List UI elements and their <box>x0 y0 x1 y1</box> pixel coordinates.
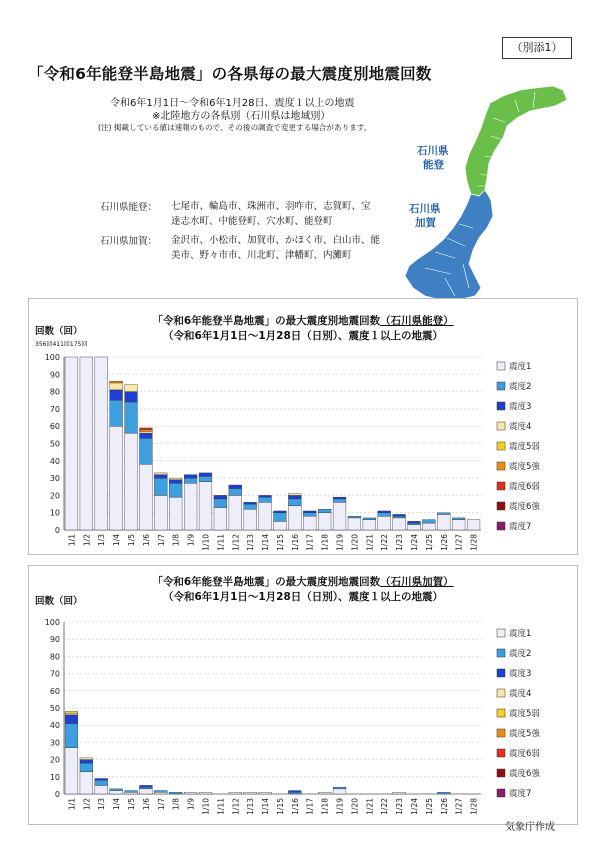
bar-segment-i2 <box>80 763 93 772</box>
legend-swatch-i6l <box>497 482 505 490</box>
legend-swatch-i7 <box>497 789 505 797</box>
bar-segment-i2 <box>229 488 242 495</box>
bar-segment-i1 <box>80 772 93 794</box>
x-tick-label: 1/7 <box>156 534 166 547</box>
y-tick-label: 30 <box>49 474 60 484</box>
bar-segment-i3 <box>199 473 212 476</box>
x-tick-label: 1/16 <box>290 798 300 815</box>
bar-segment-i3 <box>393 514 406 516</box>
legend-label-i5u: 震度5強 <box>509 462 540 472</box>
legend-label-i6l: 震度6弱 <box>509 749 540 759</box>
bar-segment-i1 <box>95 357 108 530</box>
x-tick-label: 1/22 <box>380 534 390 551</box>
bar-segment-i2 <box>288 792 301 794</box>
bar-segment-i4 <box>288 494 301 496</box>
bar-segment-i2 <box>140 787 153 789</box>
y-tick-label: 90 <box>49 635 60 645</box>
bar-segment-i1 <box>80 357 93 530</box>
legend-swatch-i2 <box>497 649 505 657</box>
legend-label-i2: 震度2 <box>509 382 532 392</box>
bar-segment-i3 <box>184 475 197 478</box>
legend-swatch-i7 <box>497 522 505 530</box>
y-tick-label: 80 <box>49 652 60 662</box>
y-tick-label: 60 <box>49 686 60 696</box>
bar-segment-i2 <box>154 791 167 793</box>
bar-segment-i3 <box>229 485 242 488</box>
y-tick-label: 10 <box>49 508 60 518</box>
x-tick-label: 1/27 <box>454 534 464 551</box>
chart-subtitle-kaga: （令和6年1月1日～1月28日（日別）、震度１以上の地震） <box>162 591 444 603</box>
x-tick-label: 1/17 <box>305 798 315 815</box>
y-tick-label: 30 <box>49 738 60 748</box>
bar-segment-i2 <box>169 792 182 794</box>
bar-segment-i1 <box>229 495 242 530</box>
bar-segment-i1 <box>408 525 421 530</box>
x-tick-label: 1/20 <box>350 534 360 551</box>
bar-segment-i1 <box>110 426 123 530</box>
chart-ylabel-kaga: 回数（回） <box>35 596 83 607</box>
bar-segment-i1 <box>95 785 108 794</box>
bar-segment-i3 <box>169 480 182 483</box>
legend-label-i7: 震度7 <box>509 789 532 799</box>
bar-segment-i1 <box>318 513 331 530</box>
bar-segment-i3 <box>274 511 287 513</box>
legend-swatch-i5l <box>497 709 505 717</box>
bar-segment-i1 <box>467 520 480 530</box>
region-noto-municipalities: 七尾市、輪島市、珠洲市、羽咋市、志賀町、宝達志水町、中能登町、穴水町、能登町 <box>171 201 371 227</box>
legend-label-i3: 震度3 <box>509 402 532 412</box>
x-tick-label: 1/4 <box>112 534 122 547</box>
x-tick-label: 1/24 <box>409 534 419 551</box>
legend-label-i5u: 震度5強 <box>509 729 540 739</box>
legend-label-i6u: 震度6強 <box>509 769 540 779</box>
bar-segment-i2 <box>393 516 406 518</box>
y-tick-label: 60 <box>49 422 60 432</box>
bar-segment-i1 <box>274 521 287 530</box>
chart-kaga <box>29 566 577 824</box>
bar-segment-i2 <box>452 518 465 520</box>
x-tick-label: 1/2 <box>82 534 92 547</box>
chart-region-noto: （石川県能登） <box>380 315 454 327</box>
bar-segment-i2 <box>437 513 450 515</box>
x-tick-label: 1/19 <box>335 798 345 815</box>
chart-noto <box>29 299 577 554</box>
x-tick-label: 1/5 <box>127 534 137 547</box>
x-tick-label: 1/25 <box>424 534 434 551</box>
bar-segment-i3 <box>140 433 153 438</box>
bar-segment-i1 <box>393 792 406 794</box>
bar-segment-i1 <box>244 509 257 530</box>
bar-segment-i5l <box>65 711 78 713</box>
legend-swatch-i5u <box>497 729 505 737</box>
bar-segment-i1 <box>169 497 182 530</box>
legend-label-i1: 震度1 <box>509 362 532 372</box>
bar-segment-i1 <box>65 748 78 794</box>
bar-segment-i4 <box>80 758 93 760</box>
bar-segment-i1 <box>184 483 197 530</box>
bar-segment-i1 <box>110 791 123 794</box>
bar-segment-i1 <box>303 516 316 530</box>
legend-swatch-i6l <box>497 749 505 757</box>
x-tick-label: 1/14 <box>261 798 271 815</box>
bar-segment-i1 <box>125 792 138 794</box>
x-tick-label: 1/15 <box>275 798 285 815</box>
x-tick-label: 1/8 <box>171 798 181 811</box>
region-kaga-municipalities: 金沢市、小松市、加賀市、かほく市、白山市、能美市、野々市市、川北町、津幡町、内灘町 <box>171 235 381 261</box>
ishikawa-map <box>395 78 585 308</box>
legend-swatch-i6u <box>497 502 505 510</box>
bar-segment-i5u <box>140 430 153 432</box>
bar-segment-i1 <box>378 516 391 530</box>
legend-swatch-i4 <box>497 422 505 430</box>
bar-segment-i3 <box>408 521 421 523</box>
bar-segment-i2 <box>422 520 435 523</box>
x-tick-label: 1/11 <box>216 534 226 551</box>
x-tick-label: 1/18 <box>320 534 330 551</box>
y-tick-label: 20 <box>49 755 60 765</box>
map-noto-label-1: 石川県 <box>417 145 449 157</box>
bar-segment-i4 <box>65 713 78 715</box>
x-tick-label: 1/4 <box>112 798 122 811</box>
x-tick-label: 1/1 <box>67 534 77 547</box>
bar-segment-i4 <box>154 473 167 475</box>
bar-segment-i2 <box>140 438 153 464</box>
bar-segment-i3 <box>125 392 138 402</box>
bar-segment-i2 <box>259 497 272 502</box>
bar-segment-i2 <box>378 513 391 516</box>
legend-swatch-i5l <box>497 442 505 450</box>
x-tick-label: 1/26 <box>439 798 449 815</box>
bar-segment-i1 <box>259 792 272 794</box>
bar-segment-i2 <box>110 789 123 791</box>
y-tick-label: 100 <box>44 353 60 362</box>
subtitle-regions: ※北陸地方の各県別（石川県は地域別） <box>152 111 331 122</box>
bar-segment-i2 <box>154 478 167 495</box>
bar-segment-i1 <box>363 520 376 530</box>
bar-segment-i4 <box>169 478 182 480</box>
x-tick-label: 1/5 <box>127 798 137 811</box>
legend-label-i6l: 震度6弱 <box>509 482 540 492</box>
y-tick-label: 70 <box>49 404 60 414</box>
bar-segment-i1 <box>422 523 435 530</box>
bar-segment-i2 <box>65 723 78 747</box>
y-tick-label: 80 <box>49 387 60 397</box>
bar-segment-i1 <box>65 357 78 530</box>
disclaimer-note: (注) 掲載している値は速報のもので、その後の調査で変更する場合があります。 <box>98 123 372 132</box>
bar-segment-i1 <box>140 789 153 794</box>
x-tick-label: 1/9 <box>186 798 196 811</box>
chart-title-noto: 「令和6年能登半島地震」の最大震度別地震回数（石川県能登） <box>152 315 454 327</box>
x-tick-label: 1/12 <box>231 798 241 815</box>
bar-segment-i1 <box>184 792 197 794</box>
legend-swatch-i3 <box>497 669 505 677</box>
bar-segment-i1 <box>140 464 153 530</box>
x-tick-label: 1/3 <box>97 798 107 811</box>
bar-segment-i1 <box>333 789 346 794</box>
map-kaga-label-2: 加賀 <box>415 217 436 229</box>
bar-segment-i2 <box>274 513 287 522</box>
bar-segment-i1 <box>154 792 167 794</box>
x-tick-label: 1/25 <box>424 798 434 815</box>
bar-segment-i2 <box>408 523 421 525</box>
bar-segment-i1 <box>229 792 242 794</box>
x-tick-label: 1/11 <box>216 798 226 815</box>
x-tick-label: 1/22 <box>380 798 390 815</box>
x-tick-label: 1/20 <box>350 798 360 815</box>
bar-segment-i4 <box>110 383 123 390</box>
bar-segment-i3 <box>303 511 316 513</box>
y-tick-label: 50 <box>49 439 60 449</box>
x-tick-label: 1/23 <box>395 534 405 551</box>
bar-segment-i2 <box>184 478 197 483</box>
legend-swatch-i2 <box>497 382 505 390</box>
x-tick-label: 1/27 <box>454 798 464 815</box>
chart-overflow-note: 356回411回175回 <box>35 341 88 348</box>
bar-segment-i2 <box>95 780 108 785</box>
x-tick-label: 1/21 <box>365 798 375 815</box>
page-title: 「令和6年能登半島地震」の各県毎の最大震度別地震回数 <box>28 65 432 83</box>
bar-segment-i4 <box>140 431 153 433</box>
chart-panel-kaga <box>28 565 578 825</box>
bar-segment-i3 <box>154 475 167 478</box>
bar-segment-i2 <box>169 483 182 497</box>
legend-swatch-i5u <box>497 462 505 470</box>
y-tick-label: 100 <box>44 618 60 627</box>
y-tick-label: 40 <box>49 721 60 731</box>
chart-title-kaga: 「令和6年能登半島地震」の最大震度別地震回数（石川県加賀） <box>152 576 454 588</box>
x-tick-label: 1/1 <box>67 798 77 811</box>
x-tick-label: 1/14 <box>261 534 271 551</box>
bar-segment-i1 <box>259 502 272 530</box>
chart-region-kaga: （石川県加賀） <box>380 576 454 588</box>
bar-segment-i1 <box>437 514 450 530</box>
y-tick-label: 90 <box>49 370 60 380</box>
x-tick-label: 1/10 <box>201 798 211 815</box>
x-tick-label: 1/15 <box>275 534 285 551</box>
attachment-label: （別添1） <box>502 37 572 59</box>
chart-panel-noto <box>28 298 578 555</box>
bar-segment-i1 <box>452 520 465 530</box>
legend-swatch-i1 <box>497 629 505 637</box>
x-tick-label: 1/3 <box>97 534 107 547</box>
legend-label-i1: 震度1 <box>509 629 532 639</box>
bar-segment-i3 <box>259 495 272 497</box>
bar-segment-i6l <box>140 428 153 430</box>
bar-segment-i2 <box>333 499 346 502</box>
bar-segment-i1 <box>199 792 212 794</box>
chart-ylabel-noto: 回数（回） <box>35 326 83 337</box>
x-tick-label: 1/13 <box>246 534 256 551</box>
credit-jma: 気象庁作成 <box>505 822 555 833</box>
bar-segment-i2 <box>318 509 331 512</box>
x-tick-label: 1/13 <box>246 798 256 815</box>
bar-segment-i1 <box>393 518 406 530</box>
bar-segment-i1 <box>199 482 212 530</box>
legend-label-i5l: 震度5弱 <box>509 709 540 719</box>
x-tick-label: 1/12 <box>231 534 241 551</box>
bar-segment-i3 <box>214 495 227 498</box>
legend-swatch-i6u <box>497 769 505 777</box>
bar-segment-i2 <box>437 792 450 794</box>
bar-segment-i2 <box>303 513 316 516</box>
bar-segment-i1 <box>318 792 331 794</box>
subtitle-period: 令和6年1月1日～令和6年1月28日、震度１以上の地震 <box>110 98 355 109</box>
legend-label-i4: 震度4 <box>509 689 532 699</box>
bar-segment-i1 <box>333 502 346 530</box>
x-tick-label: 1/26 <box>439 534 449 551</box>
y-tick-label: 70 <box>49 669 60 679</box>
y-tick-label: 0 <box>54 526 60 535</box>
bar-segment-i1 <box>125 433 138 530</box>
legend-swatch-i3 <box>497 402 505 410</box>
bar-segment-i1 <box>214 508 227 530</box>
bar-segment-i2 <box>288 499 301 506</box>
bar-segment-i1 <box>244 792 257 794</box>
bar-segment-i3 <box>65 715 78 724</box>
bar-segment-i3 <box>288 791 301 793</box>
bar-segment-i3 <box>333 497 346 499</box>
bar-segment-i3 <box>378 511 391 513</box>
x-tick-label: 1/9 <box>186 534 196 547</box>
bar-segment-i2 <box>214 499 227 508</box>
x-tick-label: 1/18 <box>320 798 330 815</box>
x-tick-label: 1/6 <box>141 798 151 811</box>
chart-subtitle-noto: （令和6年1月1日～1月28日（日別）、震度１以上の地震） <box>162 330 444 342</box>
legend-label-i6u: 震度6強 <box>509 502 540 512</box>
bar-segment-i2 <box>199 476 212 481</box>
y-tick-label: 20 <box>49 491 60 501</box>
x-tick-label: 1/2 <box>82 798 92 811</box>
bar-segment-i3 <box>288 495 301 498</box>
legend-label-i4: 震度4 <box>509 422 532 432</box>
bar-segment-i4 <box>125 385 138 392</box>
legend-swatch-i1 <box>497 362 505 370</box>
map-kaga-label-1: 石川県 <box>409 203 441 215</box>
bar-segment-i3 <box>140 785 153 787</box>
y-tick-label: 10 <box>49 772 60 782</box>
bar-segment-i2 <box>363 518 376 520</box>
y-tick-label: 40 <box>49 456 60 466</box>
bar-segment-i3 <box>95 779 108 781</box>
x-tick-label: 1/23 <box>395 798 405 815</box>
x-tick-label: 1/17 <box>305 534 315 551</box>
legend-label-i7: 震度7 <box>509 522 532 532</box>
bar-segment-i1 <box>154 495 167 530</box>
region-kaga-label: 石川県加賀： <box>100 236 158 247</box>
x-tick-label: 1/24 <box>409 798 419 815</box>
bar-segment-i1 <box>288 506 301 530</box>
y-tick-label: 50 <box>49 704 60 713</box>
legend-label-i5l: 震度5弱 <box>509 442 540 452</box>
region-noto-label: 石川県能登： <box>100 202 158 213</box>
legend-label-i2: 震度2 <box>509 649 532 659</box>
bar-segment-i2 <box>125 402 138 433</box>
bar-segment-i3 <box>244 502 257 504</box>
x-tick-label: 1/6 <box>141 534 151 547</box>
map-noto-label-2: 能登 <box>423 159 444 171</box>
bar-segment-i1 <box>348 518 361 530</box>
y-tick-label: 0 <box>54 790 60 799</box>
x-tick-label: 1/10 <box>201 534 211 551</box>
bar-segment-i2 <box>125 791 138 793</box>
bar-segment-i2 <box>244 504 257 509</box>
bar-segment-i3 <box>80 760 93 763</box>
x-tick-label: 1/28 <box>469 534 479 551</box>
legend-swatch-i4 <box>497 689 505 697</box>
x-tick-label: 1/7 <box>156 798 166 811</box>
legend-label-i3: 震度3 <box>509 669 532 679</box>
bar-segment-i2 <box>110 400 123 426</box>
x-tick-label: 1/28 <box>469 798 479 815</box>
x-tick-label: 1/16 <box>290 534 300 551</box>
x-tick-label: 1/8 <box>171 534 181 547</box>
x-tick-label: 1/21 <box>365 534 375 551</box>
bar-segment-i3 <box>110 390 123 400</box>
bar-segment-i5u <box>110 381 123 383</box>
x-tick-label: 1/19 <box>335 534 345 551</box>
bar-segment-i2 <box>348 516 361 518</box>
bar-segment-i2 <box>333 787 346 789</box>
